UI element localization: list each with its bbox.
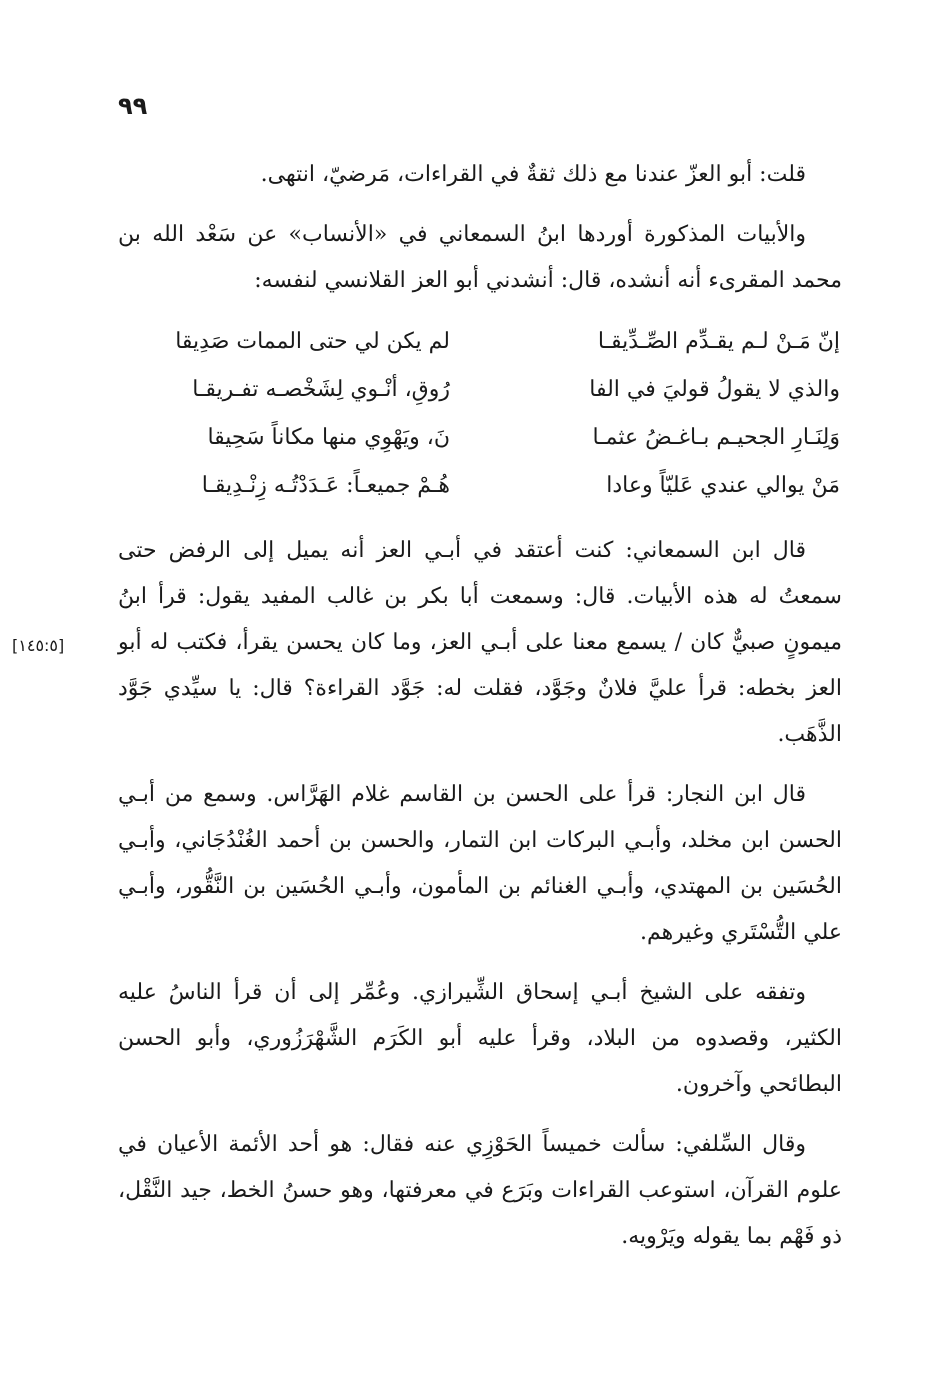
paragraph: قال ابن النجار: قرأ على الحسن بن القاسم غلام الهَرَّاس. وسمع من أبـي الحسن ابن مخلد، وأبـي البركات ابن التمار، والحسن بن أحمد الغُنْدُجَاني، وأبـي الحُسَين بن المهتدي، وأبـي الغنائم بن المأمون، وأبـي الحُسَين بن النَّقُّور، وأبـي علي التُّسْتَري وغيرهم. — [118, 782, 842, 945]
verse — [118, 318, 842, 366]
page-body — [118, 152, 842, 1274]
verse-second-hemistich: هُـمْ جميعـاً: عَـدَدْتُـه زِنْـدِيقـا — [201, 473, 450, 498]
verse-second-hemistich: نَ، ويَهْوِي منها مكاناً سَحِيقا — [207, 425, 450, 450]
paragraph: وقال السِّلفي: سألت خميساً الحَوْزِي عنه فقال: هو أحد الأئمة الأعيان في علوم القرآن، استوعب القراءات وبَرَع في معرفتها، وهو حسنُ الخط، جيد النَّقْل، ذو فَهْم بما يقوله ويَرْويه. — [118, 1132, 842, 1249]
paragraph: قال ابن السمعاني: كنت أعتقد في أبـي العز أنه يميل إلى الرفض حتى سمعتُ له هذه الأبيات. قال: وسمعت أبا بكر بن غالب المفيد يقول: قرأ ابنُ ميمونٍ صبيٌّ كان / يسمع معنا على أبـي العز، وما كان يحسن يقرأ، فكتب له أبو العز بخطه: قرأ عليَّ فلانٌ وجَوَّد، فقلت له: جَوَّد القراءة؟ قال: يا سيِّدي جَوَّد الذَّهَب. — [118, 538, 842, 747]
verse-first-hemistich: مَنْ يوالي عندي عَليّاً وعادا — [606, 473, 840, 498]
verse-second-hemistich: لم يكن لي حتى الممات صَدِيقا — [175, 329, 450, 354]
verse-first-hemistich: والذي لا يقولُ قوليَ في الفا — [589, 377, 840, 402]
verse-first-hemistich: إنّ مَـنْ لـم يقـدِّم الصِّـدِّيقـا — [597, 329, 840, 354]
page-number: ٩٩ — [118, 92, 148, 120]
verse — [118, 366, 842, 414]
verse — [118, 414, 842, 462]
poem — [118, 318, 842, 510]
paragraph: وتفقه على الشيخ أبـي إسحاق الشِّيرازي. وعُمِّر إلى أن قرأ الناسُ عليه الكثير، وقصدوه من البلاد، وقرأ عليه أبو الكَرَم الشَّهْرَزُوري، وأبو الحسن البطائحي وآخرون. — [118, 980, 842, 1097]
margin-reference: [١٤٥:٥] — [12, 636, 65, 655]
verse-first-hemistich: وَلِنَـارِ الجحيـم بـاغـضُ عثمـا — [592, 425, 840, 450]
verse-second-hemistich: رُوقِ، أنْـوي لِشَخْصـه تفـريقـا — [192, 377, 450, 402]
verse — [118, 462, 842, 510]
paragraph: قلت: أبو العزّ عندنا مع ذلك ثقةٌ في القراءات، مَرضيّ، انتهى. — [260, 162, 806, 187]
paragraph: والأبيات المذكورة أوردها ابنُ السمعاني في «الأنساب» عن سَعْد الله بن محمد المقرىء أنه أنشده، قال: أنشدني أبو العز القلانسي لنفسه: — [118, 222, 842, 293]
